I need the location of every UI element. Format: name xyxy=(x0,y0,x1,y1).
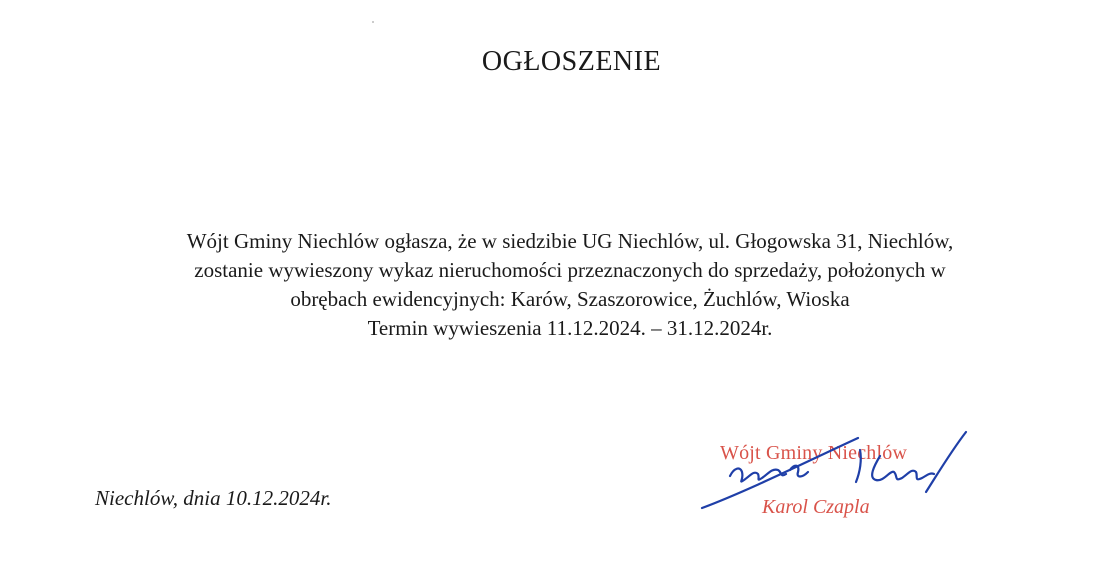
body-line: Wójt Gminy Niechlów ogłasza, że w siedzibie UG Niechlów, ul. Głogowska 31, Niechlów, xyxy=(186,229,954,253)
announcement-body xyxy=(60,227,1080,343)
place-and-date: Niechlów, dnia 10.12.2024r. xyxy=(95,486,332,510)
stamp-official-name: Karol Czapla xyxy=(762,496,870,518)
official-stamp xyxy=(690,420,990,530)
handwritten-signature xyxy=(690,420,990,530)
scan-speck xyxy=(372,21,374,23)
body-line: obrębach ewidencyjnych: Karów, Szaszorowice, Żuchlów, Wioska xyxy=(290,287,850,311)
document-title: OGŁOSZENIE xyxy=(481,46,662,77)
stamp-office-title: Wójt Gminy Niechlów xyxy=(720,442,908,464)
body-line: Termin wywieszenia 11.12.2024. – 31.12.2024r. xyxy=(367,316,773,340)
body-line: zostanie wywieszony wykaz nieruchomości przeznaczonych do sprzedaży, położonych w xyxy=(194,258,946,282)
